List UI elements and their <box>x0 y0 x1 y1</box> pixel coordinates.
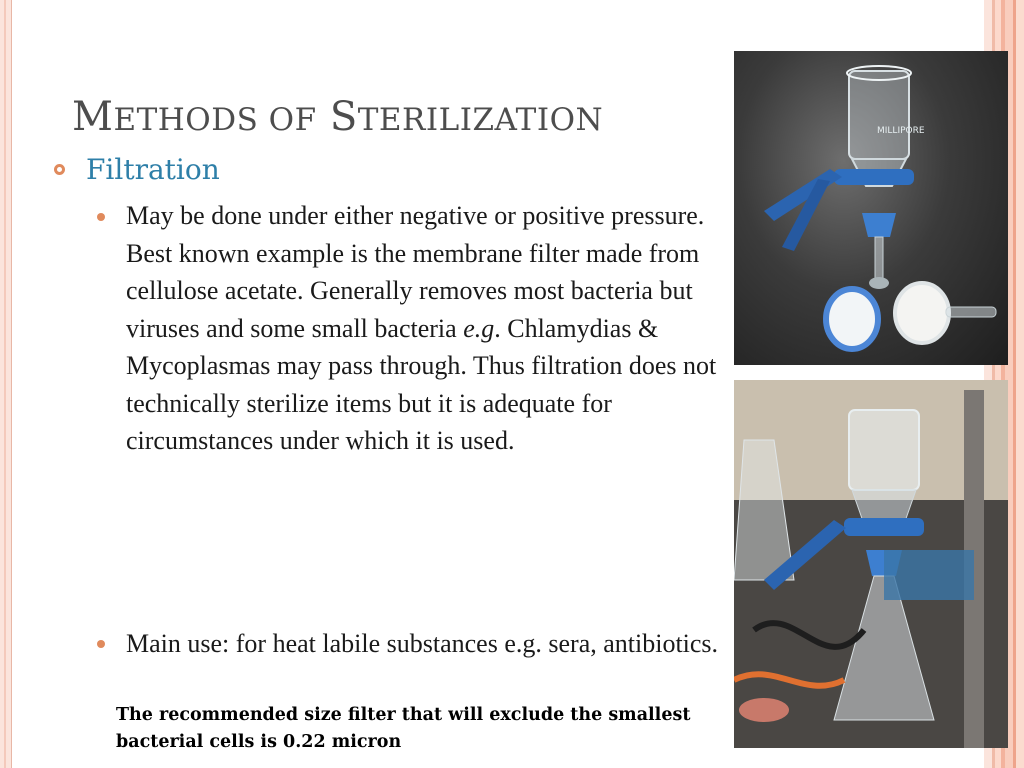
slide-title: METHODS OF STERILIZATION <box>72 94 604 140</box>
lab-filtration-setup-photo <box>734 380 1008 748</box>
sub-bullet-dot-icon <box>97 640 105 648</box>
bullet-ring-icon <box>54 164 65 175</box>
bullet-filtration: Filtration <box>86 153 220 186</box>
paragraph-main-use: Main use: for heat labile substances e.g. sera, antibiotics. <box>126 629 719 658</box>
svg-text:MILLIPORE: MILLIPORE <box>877 126 925 136</box>
left-border-decoration <box>0 0 12 768</box>
paragraph-filtration-description: May be done under either negative or positive pressure. Best known example is the membrane filter made from cellulose acetate. Generally removes most bacteria but viruses and some small bacteria e.g. Chlamydias & Mycoplasmas may pass through. Thus filtration does not technically sterilize items but it is adequate for circumstances under which it is used. <box>126 201 717 455</box>
filter-apparatus-photo <box>734 51 1008 365</box>
sub-bullet-dot-icon <box>97 213 105 221</box>
recommended-filter-note: The recommended size filter that will exclude the smallest bacterial cells is 0.22 micron <box>116 705 691 752</box>
